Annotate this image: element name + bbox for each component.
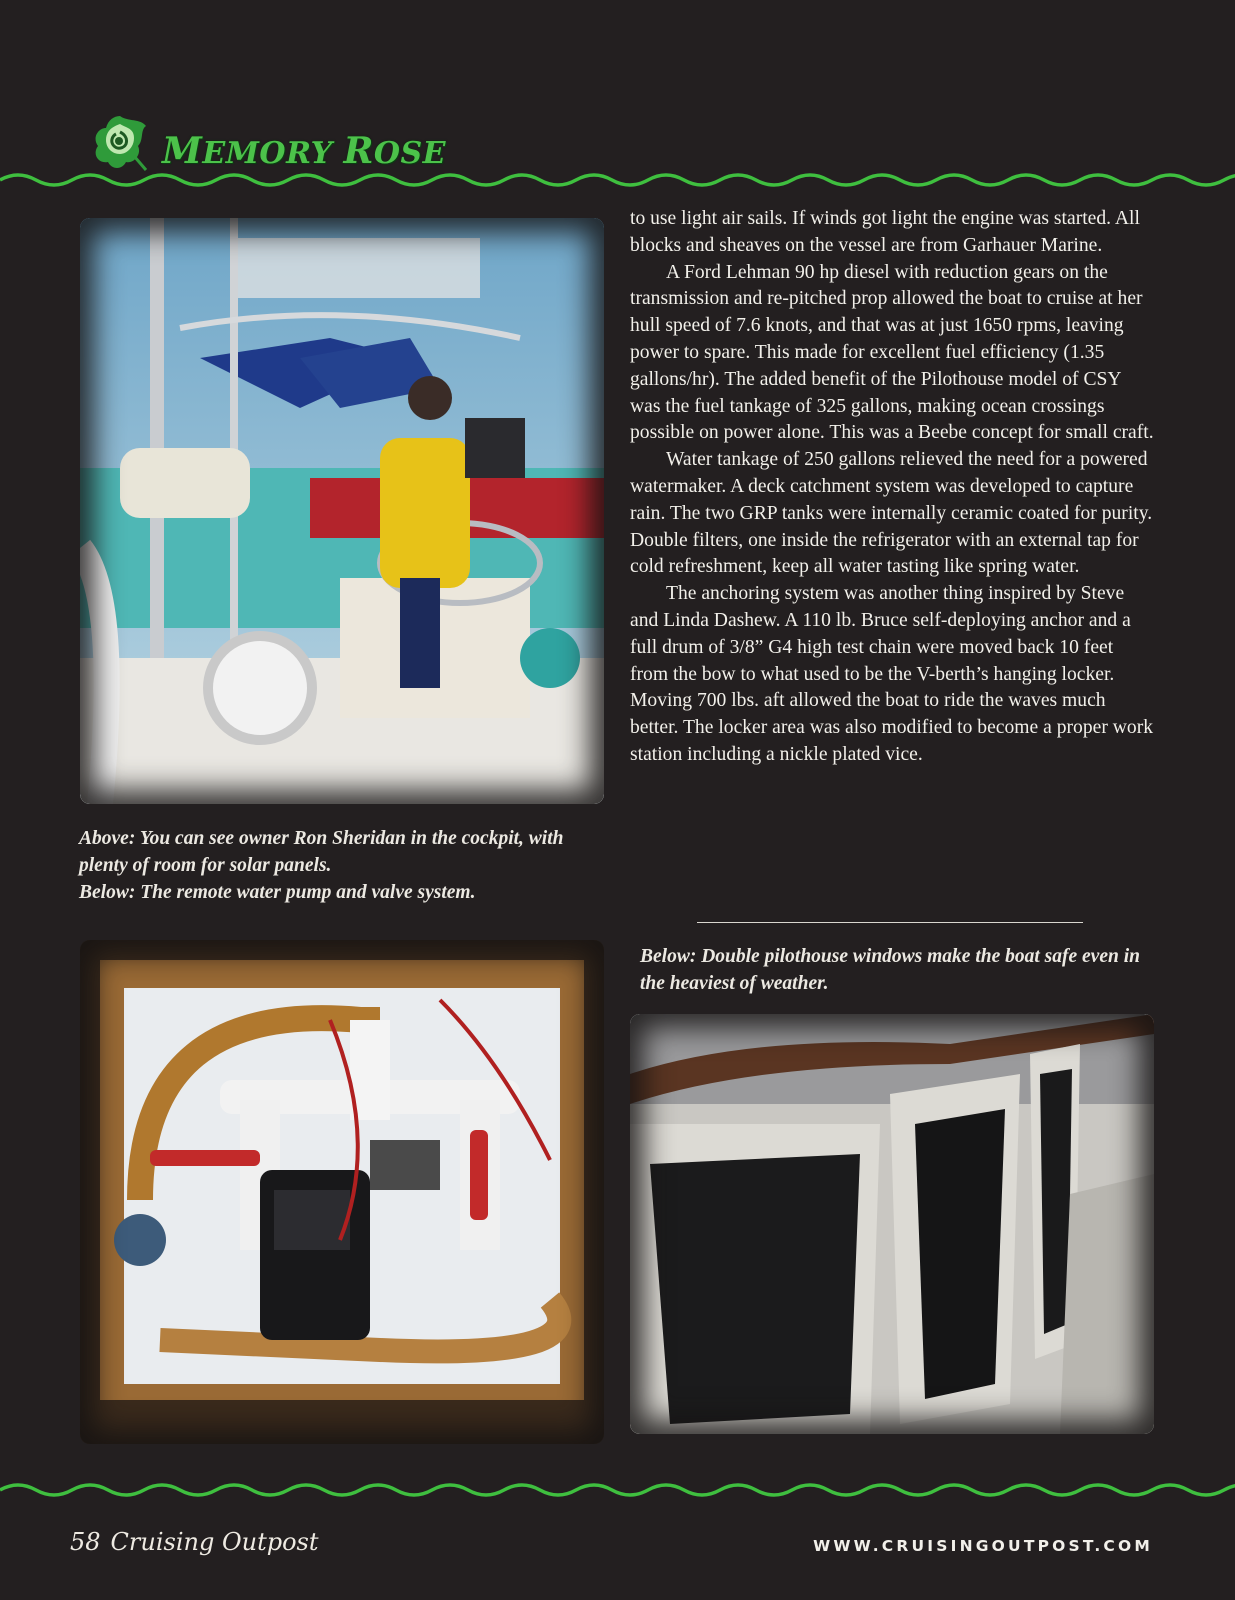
water-pump-photo-icon [80, 940, 604, 1444]
footer-folio [70, 1528, 319, 1556]
footer-url: WWW.CRUISINGOUTPOST.COM [813, 1537, 1153, 1555]
page-number: 58 [70, 1528, 101, 1556]
article-paragraph: A Ford Lehman 90 hp diesel with reduction gears on the transmission and re-pitched prop allowed the boat to cruise at her hull speed of 7.6 knots, and that was at just 1650 rpms, leaving power to spare. This made for excellent fuel efficiency (1.35 gallons/hr). The added benefit of the Pilothouse model of CSY was the fuel tankage of 325 gallons, making ocean crossings possible on power alone. This was a Beebe concept for small craft. [630, 261, 1154, 444]
section-title [162, 130, 446, 172]
article-paragraph: The anchoring system was another thing inspired by Steve and Linda Dashew. A 110 lb. Bruce self-deploying anchor and a full drum of 3/8” G4 high test chain were moved back 10 feet from the bow to what used to be the V-berth’s hanging locker. Moving 700 lbs. aft allowed the boat to ride the waves much better. The locker area was also modified to become a proper work station including a nickle plated vice. [630, 583, 1154, 765]
title-rest-1: EMORY [202, 136, 333, 171]
caption-below-left: Below: The remote water pump and valve system. [79, 882, 476, 903]
section-divider-rule [697, 922, 1083, 923]
article-body [630, 206, 1156, 769]
title-initial-2: R [343, 130, 374, 172]
top-wave-divider [0, 168, 1235, 192]
cockpit-photo-icon [80, 218, 604, 804]
left-caption-block [79, 825, 609, 906]
magazine-name: Cruising Outpost [110, 1528, 319, 1556]
caption-below-right: Below: Double pilothouse windows make the boat safe even in the heaviest of weather. [640, 946, 1140, 994]
caption-above: Above: You can see owner Ron Sheridan in the cockpit, with plenty of room for solar panels. [79, 828, 564, 876]
article-paragraph: to use light air sails. If winds got light the engine was started. All blocks and sheaves on the vessel are from Garhauer Marine. [630, 208, 1140, 256]
article-paragraph: Water tankage of 250 gallons relieved the need for a powered watermaker. A deck catchment system was developed to capture rain. The two GRP tanks were internally ceramic coated for purity. Double filters, one inside the refrigerator with an external tap for cold refreshment, keep all water tasting like spring water. [630, 449, 1153, 578]
title-initial-1: M [162, 130, 203, 172]
title-rest-2: OSE [373, 136, 447, 171]
pilothouse-windows-photo-icon [630, 1014, 1154, 1434]
rose-emblem-icon [88, 112, 152, 174]
bottom-wave-divider [0, 1478, 1235, 1502]
